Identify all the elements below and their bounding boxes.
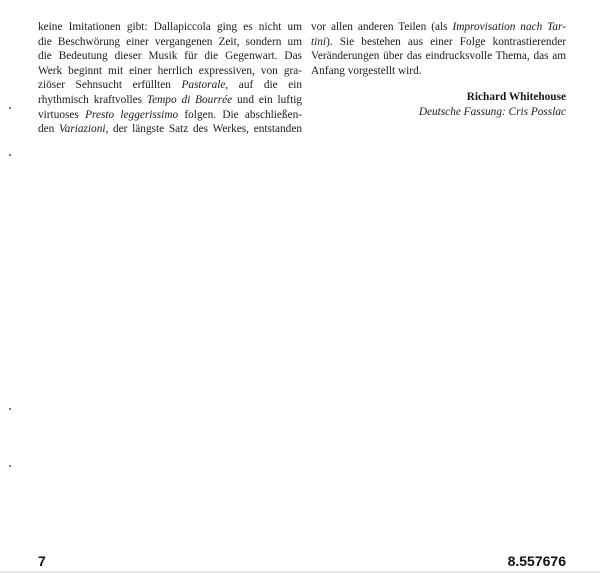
scan-speck	[9, 107, 11, 109]
work-title-improvisation: Improvisation nach Tar-	[452, 21, 566, 33]
author-name: Richard Whitehouse	[466, 91, 566, 104]
text-line: vor allen anderen Teilen (als Improvisation nach Tar-	[311, 21, 566, 33]
catalog-number: 8.557676	[507, 553, 566, 569]
work-title-pastorale: Pastorale	[181, 79, 226, 92]
left-paragraph	[38, 20, 302, 137]
text-line: Anfang vorgestellt wird.	[311, 64, 422, 77]
text-line: Veränderungen über das eindrucksvolle Thema, das am	[311, 50, 566, 63]
right-text-column	[311, 20, 566, 120]
text-line: die Beschwörung einer vergangenen Zeit, sondern um	[38, 35, 302, 48]
text-line: tini). Sie bestehen aus einer Folge kontrastierender	[311, 35, 566, 48]
text-line: virtuoses Presto leggerissimo folgen. Die abschließen-	[38, 108, 302, 121]
text-line: keine Imitationen gibt: Dallapiccola ging es nicht um	[38, 21, 302, 33]
work-title-presto-leggerissimo: Presto leggerissimo	[85, 108, 179, 121]
text-line: Werk beginnt mit einer herrlich expressiven, von gra-	[38, 64, 302, 77]
page-number: 7	[38, 553, 46, 569]
right-paragraph	[311, 20, 566, 78]
work-title-improvisation-cont: tini	[311, 35, 327, 48]
signature-block	[311, 90, 566, 119]
text-line: den Variazioni, der längste Satz des Werkes, entstanden	[38, 123, 302, 136]
scan-speck	[9, 154, 11, 156]
left-text-column	[38, 20, 302, 137]
text-line: die Bedeutung dieser Musik für die Gegenwart. Das	[38, 50, 302, 63]
text-line: ziöser Sehnsucht erfüllten Pastorale, auf die ein	[38, 79, 303, 92]
work-title-tempo-di-bourree: Tempo di Bourrée	[146, 93, 233, 106]
text-line: rhythmisch kraftvolles Tempo di Bourrée und ein luftig	[38, 93, 302, 106]
scan-speck	[9, 408, 11, 410]
work-title-variazioni: Variazioni	[59, 123, 106, 136]
scan-speck	[9, 465, 11, 467]
translation-credit: Deutsche Fassung: Cris Posslac	[418, 105, 566, 118]
